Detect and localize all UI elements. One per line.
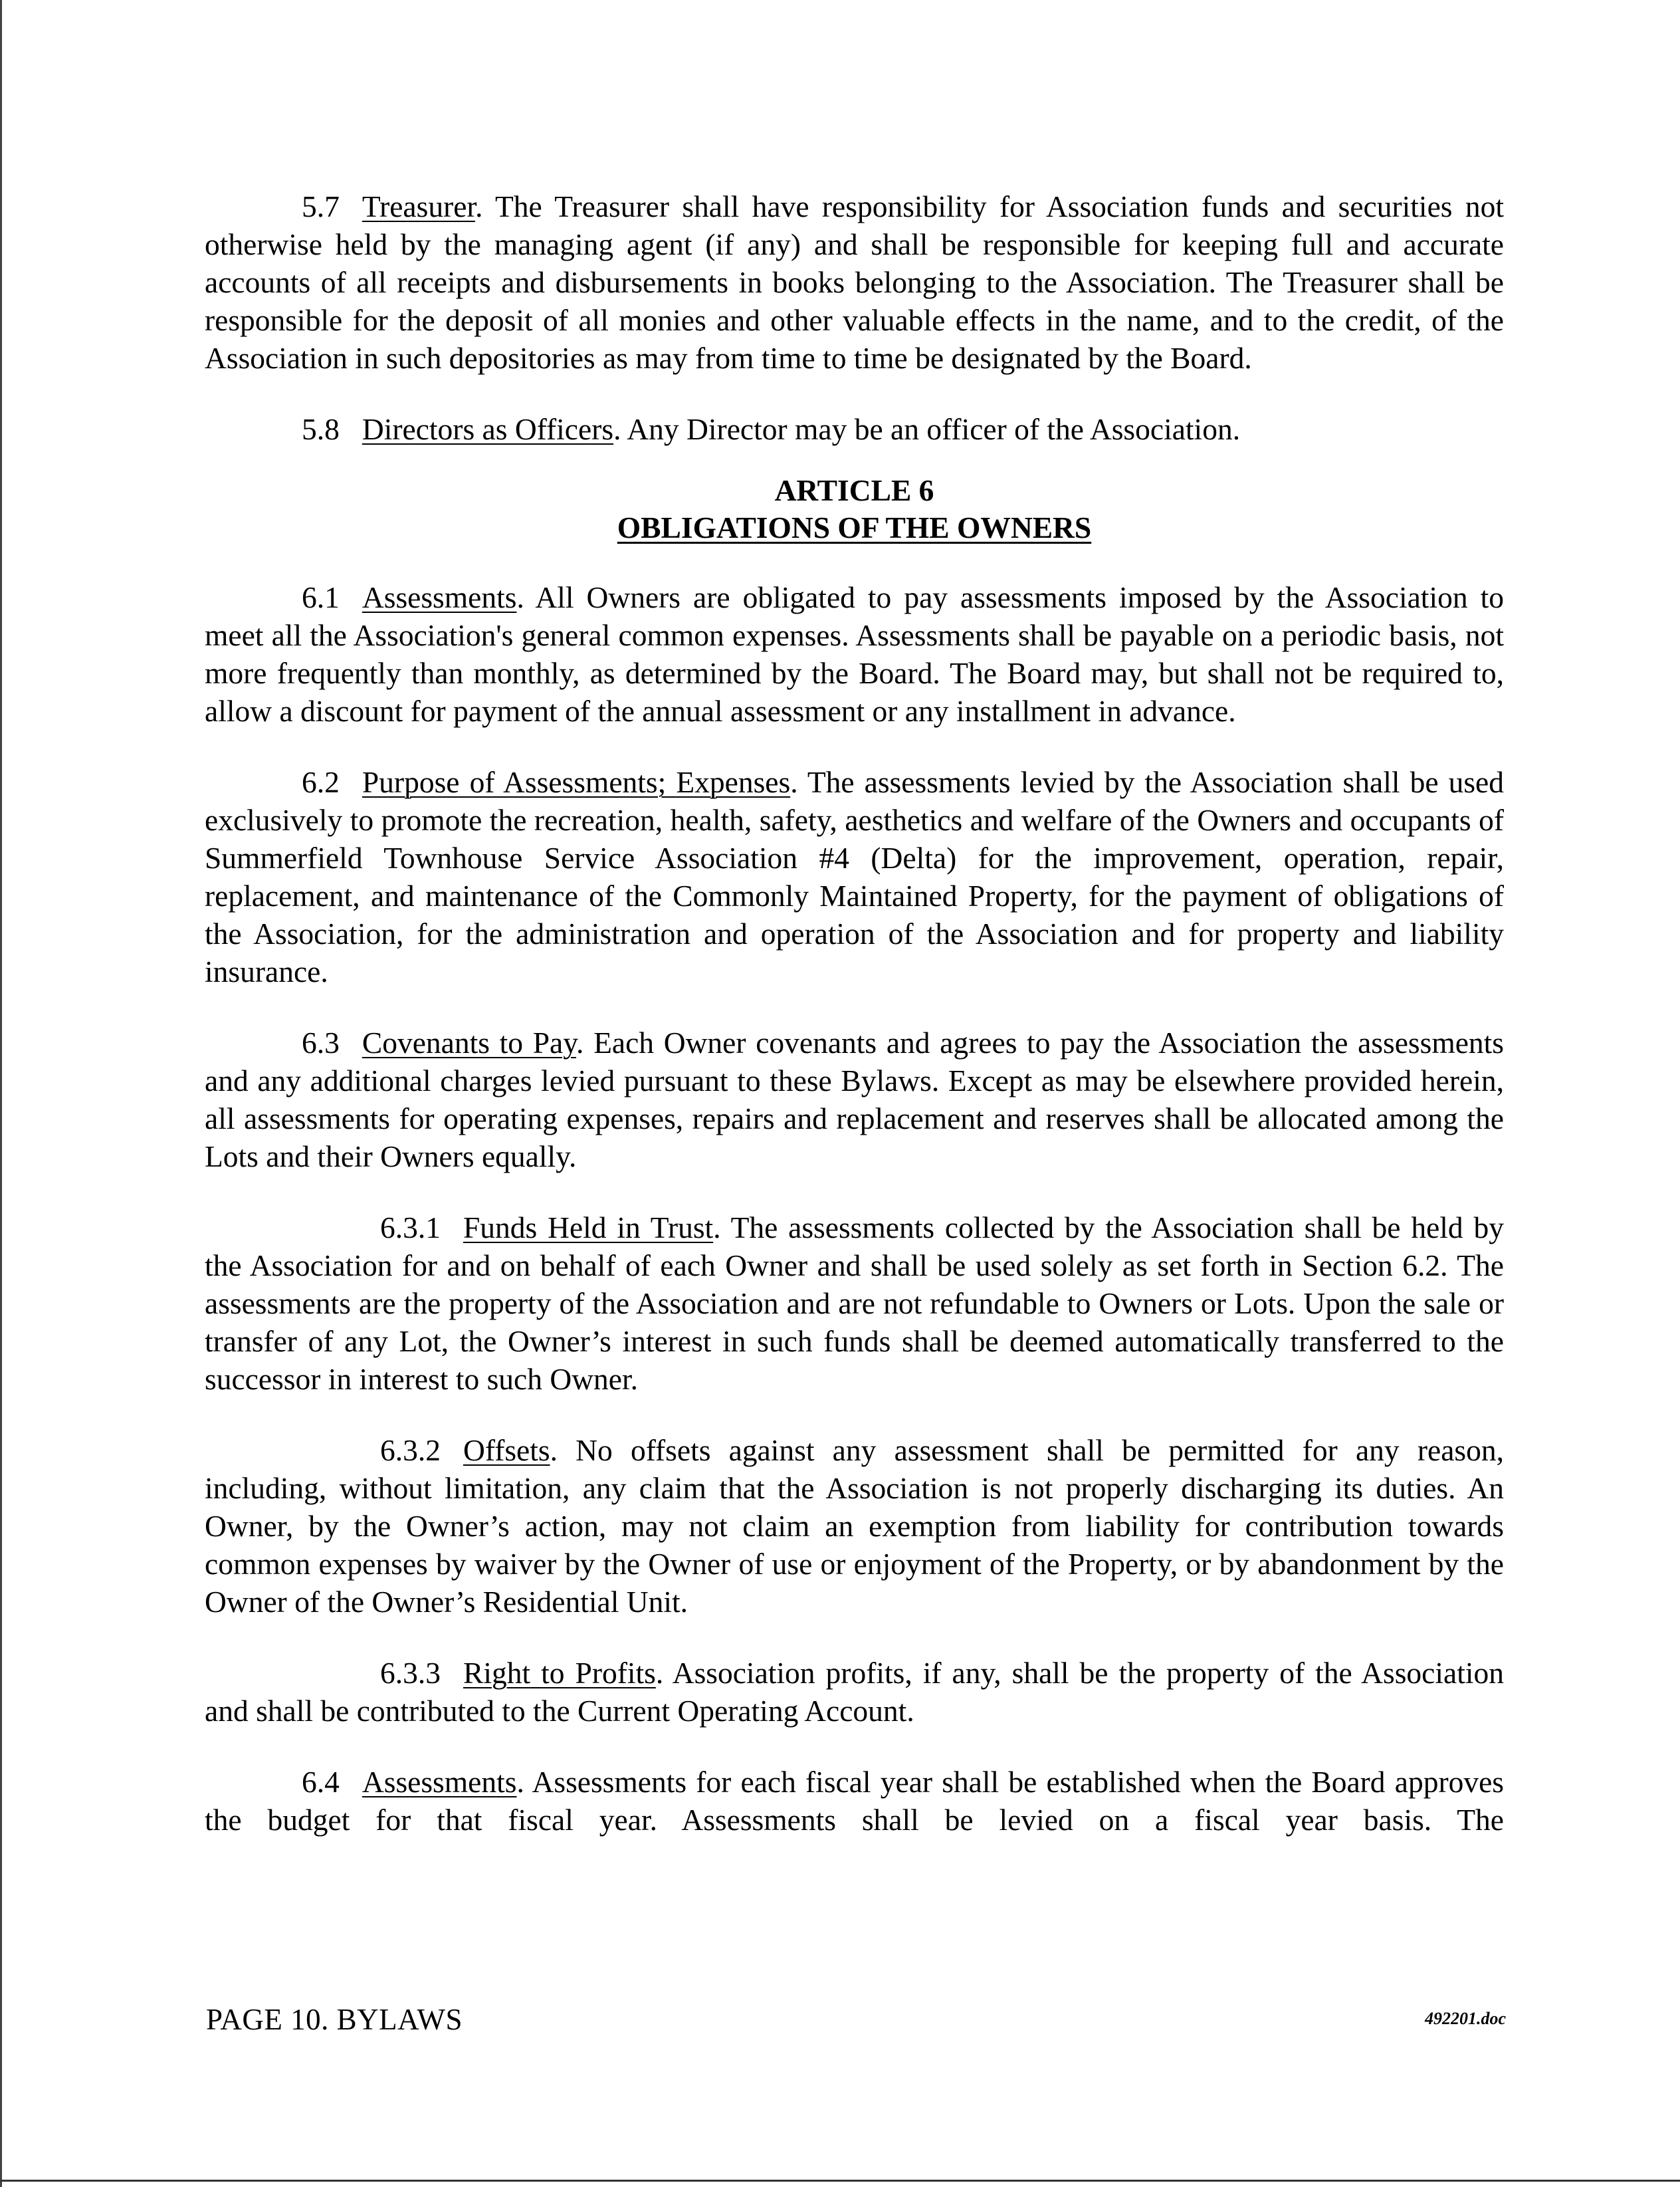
section-number: 5.7	[302, 189, 340, 223]
page-footer-label: PAGE 10. BYLAWS	[206, 2003, 463, 2036]
section-title: Assessments	[362, 580, 517, 614]
section-title: Purpose of Assessments; Expenses	[362, 765, 791, 799]
section-number: 5.8	[302, 412, 340, 446]
document-id: 492201.doc	[1424, 2009, 1506, 2028]
section-6-1	[205, 578, 1504, 730]
section-title: Funds Held in Trust	[463, 1210, 714, 1244]
section-text: . The assessments collected by the Association shall be held by the Association for and on behalf of each Owner and shall be used solely as set forth in Section 6.2. The assessments are the property of the Association and are not refundable to Owners or Lots. Upon the sale or transfer of any Lot, the Owner’s interest in such funds shall be deemed automatically transferred to the successor in interest to such Owner.	[205, 1210, 1504, 1396]
section-title: Offsets	[463, 1433, 550, 1467]
article-title: OBLIGATIONS OF THE OWNERS	[617, 511, 1092, 544]
section-number: 6.1	[302, 580, 340, 614]
section-text: . No offsets against any assessment shall be permitted for any reason, including, without limitation, any claim that the Association is not properly discharging its duties. An Owner, by the Owner’s action, may not claim an exemption from liability for contribution towards common expenses by waiver by the Owner of use or enjoyment of the Property, or by abandonment by the Owner of the Owner’s Residential Unit.	[205, 1433, 1504, 1619]
section-text: . The Treasurer shall have responsibility for Association funds and securities not otherwise held by the managing agent (if any) and shall be responsible for keeping full and accurate accounts of all receipts and disbursements in books belonging to the Association. The Treasurer shall be responsible for the deposit of all monies and other valuable effects in the name, and to the credit, of the Association in such depositories as may from time to time be designated by the Board.	[205, 189, 1504, 375]
scan-bottom-edge	[0, 2180, 1680, 2182]
section-number: 6.2	[302, 765, 340, 799]
section-title: Right to Profits	[463, 1656, 656, 1690]
section-title: Directors as Officers	[362, 412, 614, 446]
scan-left-edge	[0, 0, 2, 2187]
section-title: Assessments	[362, 1765, 517, 1799]
section-6-3-3	[205, 1654, 1504, 1730]
article-number: ARTICLE 6	[774, 473, 934, 507]
section-6-4	[205, 1763, 1504, 1839]
section-title: Treasurer	[362, 189, 476, 223]
section-5-8	[205, 410, 1504, 448]
section-number: 6.4	[302, 1765, 340, 1799]
section-6-2	[205, 763, 1504, 990]
section-number: 6.3.3	[380, 1656, 441, 1690]
section-text: . Assessments for each fiscal year shall be established when the Board approves the budget for that fiscal year. Assessments shall be levied on a fiscal year basis. The	[205, 1765, 1504, 1837]
section-5-7	[205, 187, 1504, 377]
section-text: . All Owners are obligated to pay assessments imposed by the Association to meet all the Association's general common expenses. Assessments shall be payable on a periodic basis, not more frequently than monthly, as determined by the Board. The Board may, but shall not be required to, allow a discount for payment of the annual assessment or any installment in advance.	[205, 580, 1504, 728]
section-text: . Any Director may be an officer of the Association.	[613, 412, 1241, 446]
section-6-3-2	[205, 1431, 1504, 1621]
section-number: 6.3.1	[380, 1210, 441, 1244]
section-title: Covenants to Pay	[362, 1026, 577, 1060]
section-text: . The assessments levied by the Association shall be used exclusively to promote the recreation, health, safety, aesthetics and welfare of the Owners and occupants of Summerfield Townhouse Service Association #4 (Delta) for the improvement, operation, repair, replacement, and maintenance of the Commonly Maintained Property, for the payment of obligations of the Association, for the administration and operation of the Association and for property and liability insurance.	[205, 765, 1504, 988]
section-6-3-1	[205, 1209, 1504, 1398]
article-heading	[205, 472, 1504, 546]
section-number: 6.3	[302, 1026, 340, 1060]
document-body	[205, 187, 1504, 1872]
section-6-3	[205, 1024, 1504, 1175]
section-number: 6.3.2	[380, 1433, 441, 1467]
section-text: . Association profits, if any, shall be the property of the Association and shall be contributed to the Current Operating Account.	[205, 1656, 1504, 1728]
section-text: . Each Owner covenants and agrees to pay the Association the assessments and any additional charges levied pursuant to these Bylaws. Except as may be elsewhere provided herein, all assessments for operating expenses, repairs and replacement and reserves shall be allocated among the Lots and their Owners equally.	[205, 1026, 1504, 1173]
